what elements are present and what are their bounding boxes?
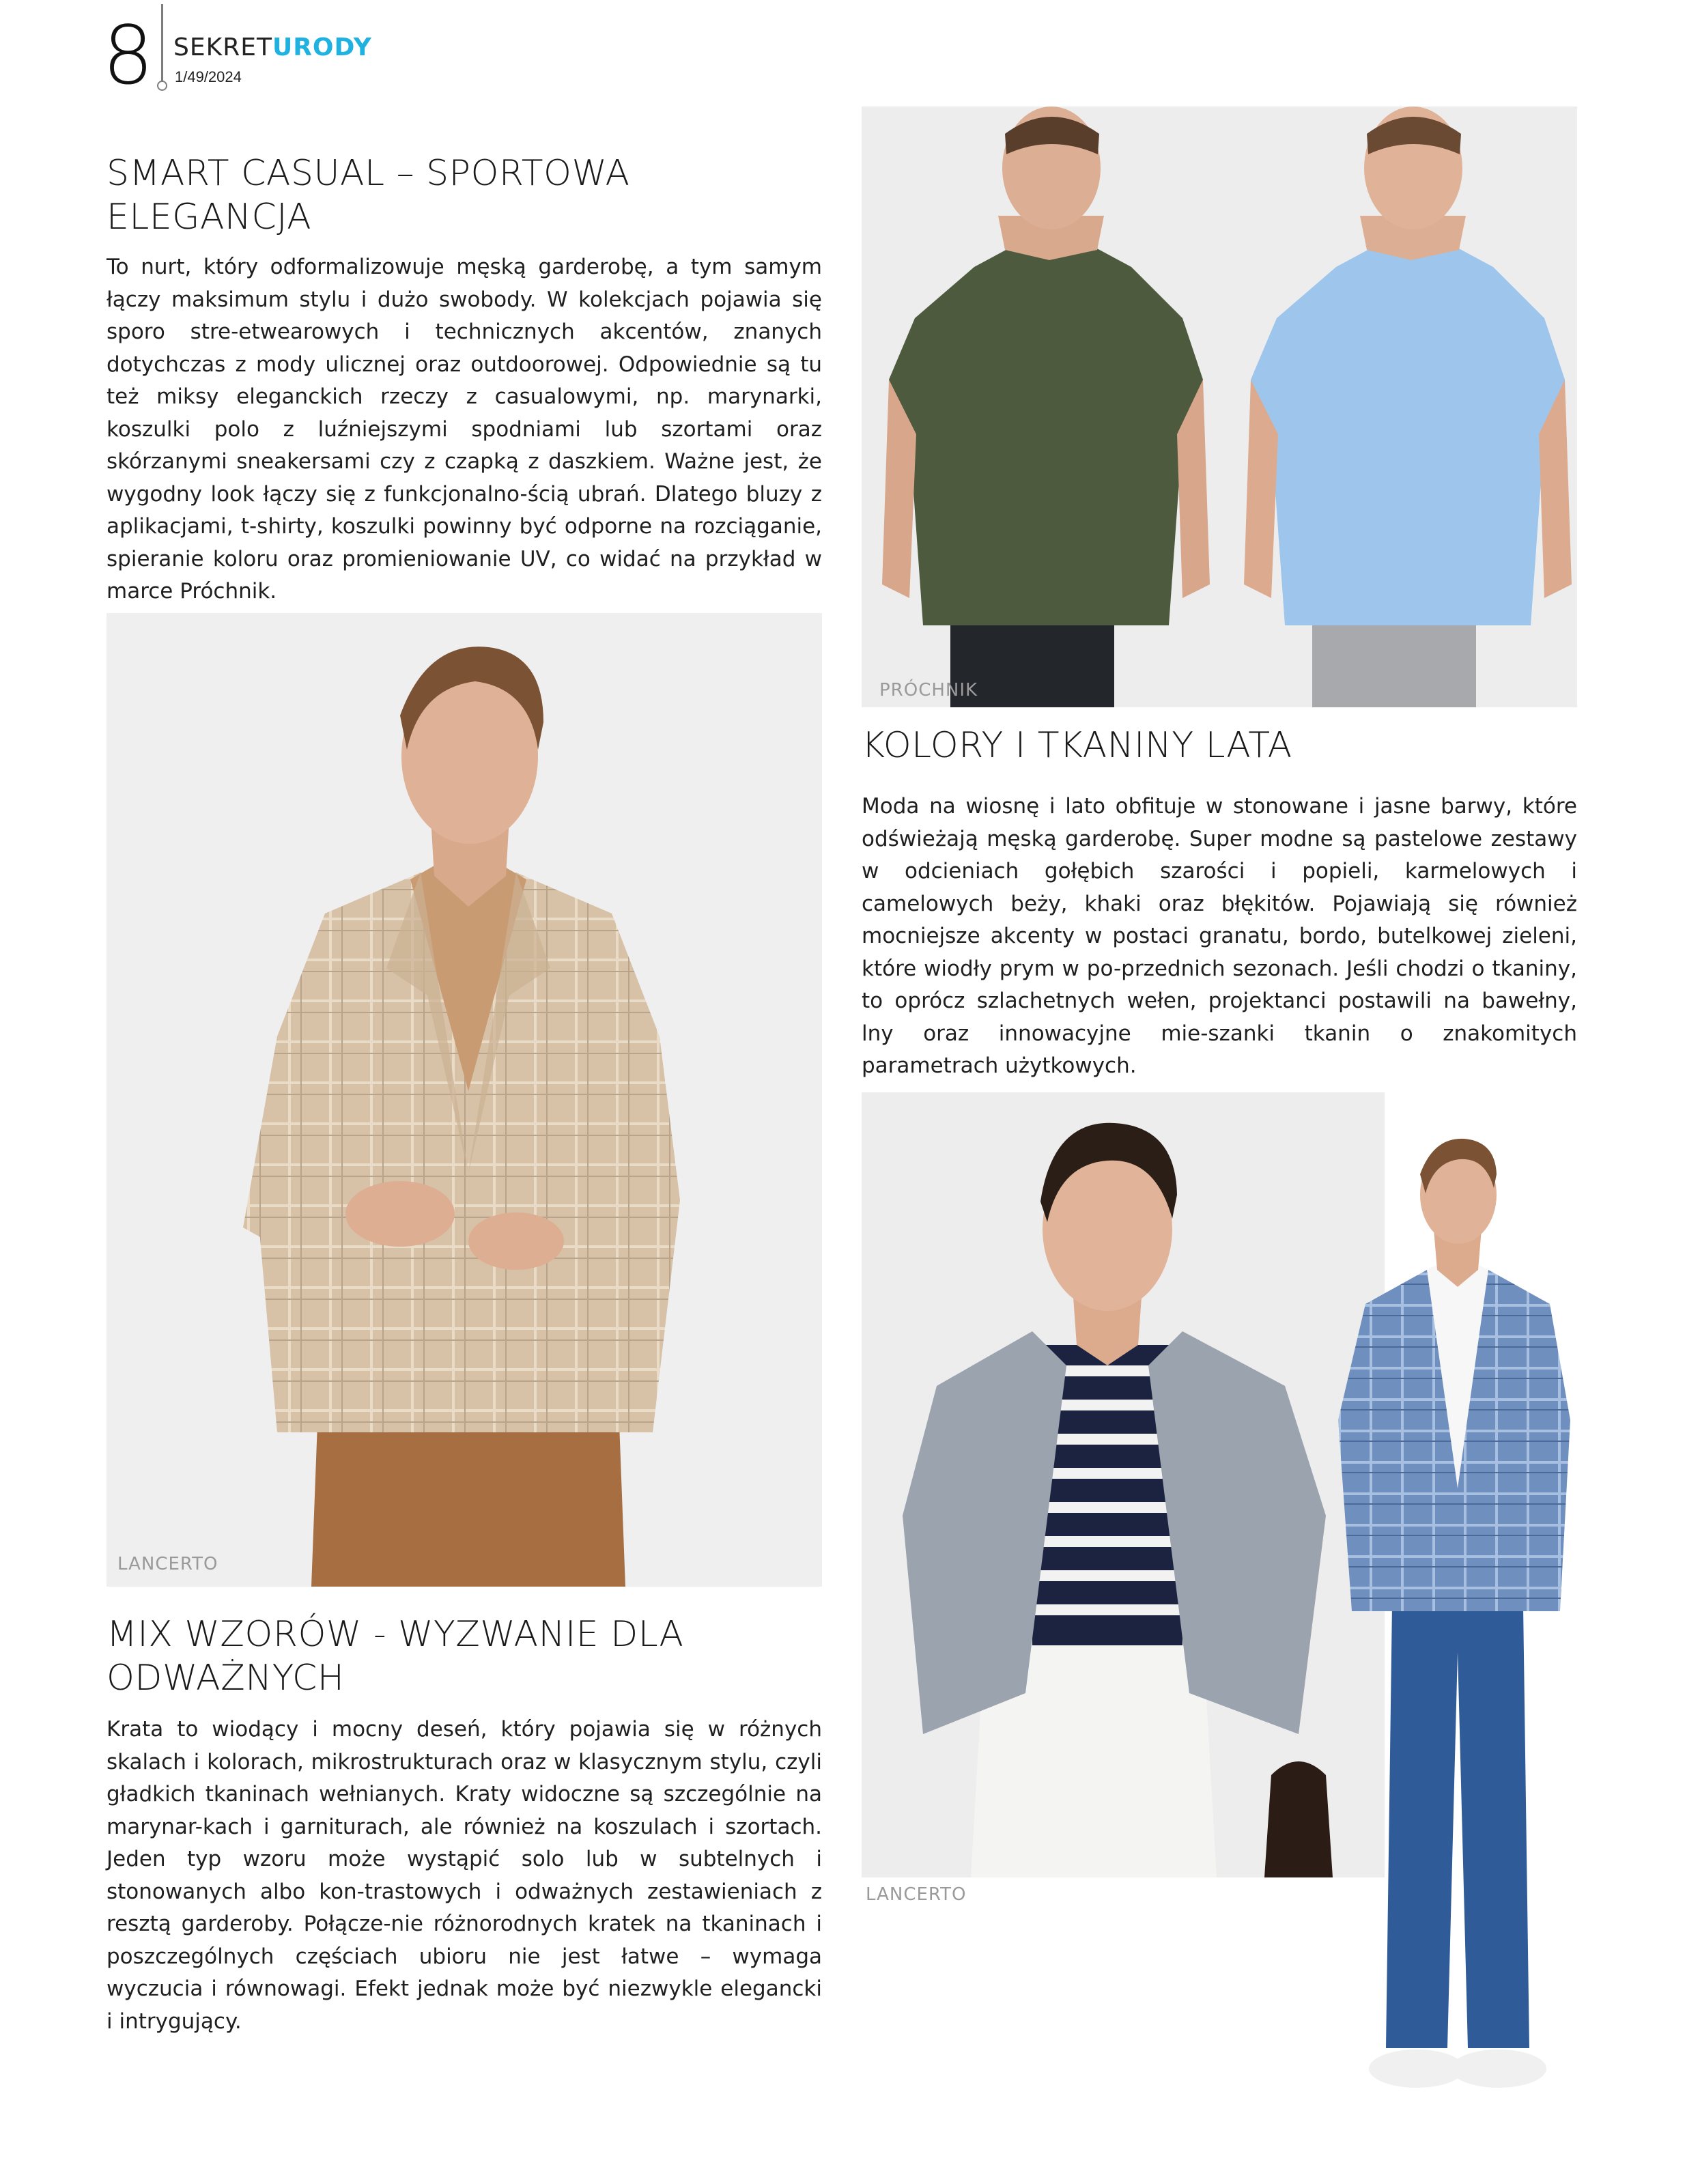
tshirts-illustration bbox=[862, 107, 1577, 707]
page-number: 8 bbox=[102, 8, 154, 102]
blazer-illustration bbox=[107, 613, 822, 1587]
section3-body: Krata to wiodący i mocny deseń, który pojawia się w różnych skalach i kolorach, mikrostrukturach oraz w klasycznym stylu, czyli gładkich tkaninach wełnianych. Kraty widoczne są szczególnie na marynar-kach i garniturach, ale również na koszulach i szortach. Jeden typ wzoru może wystąpić solo lub w subtelnych i stonowanych albo kon-trastowych i odważnych zestawieniach z resztą garderoby. Połącze-nie różnorodnych kratek na tkaninach i poszczególnych częściach ubioru nie jest łatwe – wymaga wyczucia i równowagi. Efekt jednak może być niezwykle elegancki i intrygujący. bbox=[107, 1717, 822, 2034]
section2-body: Moda na wiosnę i lato obfituje w stonowane i jasne barwy, które odświeżają męską garderobę. Super modne są pastelowe zestawy w odcieniach gołębich szarości i popieli, karmelowych i camelowych beży, khaki oraz błękitów. Pojawiają się również mocniejsze akcenty w postaci granatu, bordo, butelkowej zieleni, które wiodły prym w po-przednich sezonach. Jeśli chodzi o tkaniny, to oprócz szlachetnych wełen, projektanci postawili na bawełny, lny oraz innowacyjne mie-szanki tkanin o znakomitych parametrach użytkowych. bbox=[862, 794, 1577, 1078]
blazer-photo bbox=[107, 613, 822, 1587]
section3-title-line1: MIX WZORÓW - WYZWANIE DLA bbox=[107, 1614, 684, 1655]
brand-part1: SEKRET bbox=[173, 33, 272, 61]
header-divider-dot bbox=[157, 81, 167, 91]
section1-body: To nurt, który odformalizowuje męską garderobę, a tym samym łączy maksimum stylu i dużo swobody. W kolekcjach pojawia się sporo stre-etwearowych i technicznych akcentów, znanych dotychczas z mody ulicznej oraz outdoorowej. Odpowiednie są tu też miksy eleganckich rzeczy z casualowymi, np. marynarki, koszulki polo z luźniejszymi spodniami lub szortami oraz skórzanymi sneakersami czy z czapką z daszkiem. Ważne jest, że wygodny look łączy się z funkcjonalno-ścią ubrań. Dlatego bluzy z aplikacjami, t-shirty, koszulki powinny być odporne na rozciąganie, spieranie koloru oraz promieniowanie UV, co widać na przykład w marce Próchnik. bbox=[107, 255, 822, 604]
tshirts-photo bbox=[862, 107, 1577, 707]
blue-blazer-model bbox=[1324, 1133, 1584, 2103]
section3-title-line2: ODWAŻNYCH bbox=[107, 1658, 345, 1699]
duo-photo-caption: LANCERTO bbox=[866, 1884, 967, 1905]
duo-illustration bbox=[862, 1092, 1385, 1877]
section1-title-line2: ELEGANCJA bbox=[107, 197, 312, 238]
tshirts-photo-caption: PRÓCHNIK bbox=[879, 680, 978, 700]
section1-title-line1: SMART CASUAL – SPORTOWA bbox=[107, 153, 630, 194]
section1-title bbox=[107, 152, 830, 239]
issue-number: 1/49/2024 bbox=[175, 68, 242, 85]
duo-photo bbox=[862, 1092, 1385, 1905]
brand-part2: URODY bbox=[272, 33, 372, 61]
section3-title bbox=[107, 1613, 830, 1700]
blue-blazer-illustration bbox=[1324, 1133, 1584, 2103]
blazer-photo-caption: LANCERTO bbox=[117, 1554, 218, 1574]
header-divider bbox=[161, 4, 163, 85]
section2-title: KOLORY I TKANINY LATA bbox=[862, 725, 1292, 766]
magazine-brand bbox=[173, 33, 372, 61]
